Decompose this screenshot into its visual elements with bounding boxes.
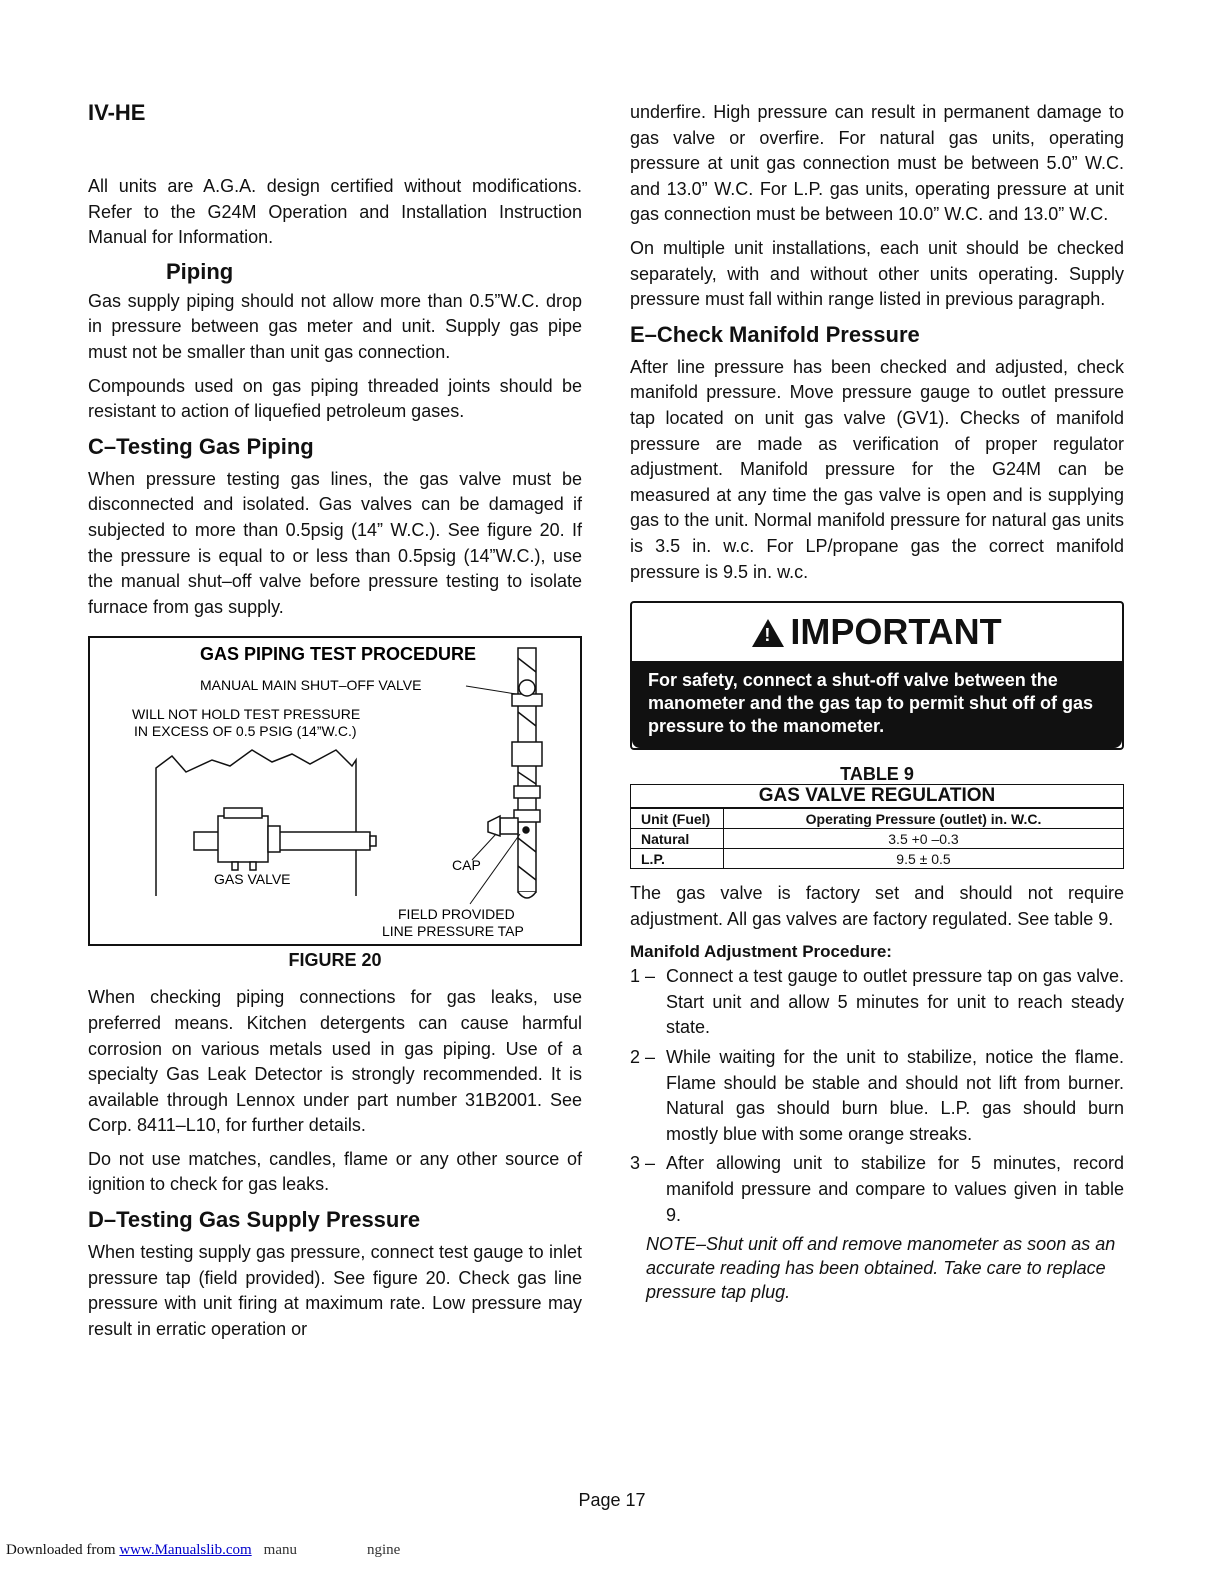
table-row <box>631 829 1124 849</box>
table-row <box>631 849 1124 869</box>
note: NOTE–Shut unit off and remove manometer as soon as an accurate reading has been obtained. Take care to replace pressure tap plug. <box>646 1234 1116 1303</box>
label-hold-pressure-2: IN EXCESS OF 0.5 PSIG (14”W.C.) <box>134 723 357 740</box>
procedure-heading: Manifold Adjustment Procedure: <box>630 942 892 962</box>
procedure-steps <box>630 964 1124 1228</box>
table-cell-unit: Natural <box>631 829 724 849</box>
page-number: Page 17 <box>578 1490 646 1510</box>
label-cap: CAP <box>452 857 481 874</box>
testing-gas-piping-paragraph-3: Do not use matches, candles, flame or any other source of ignition to check for gas leaks. <box>88 1148 582 1195</box>
intro-paragraph: All units are A.G.A. design certified without modifications. Refer to the G24M Operation and Installation Instruction Manual for Information. <box>88 176 582 248</box>
list-item: 1 – Connect a test gauge to outlet pressure tap on gas valve. Start unit and allow 5 minutes for unit to reach steady state. <box>630 966 1124 1038</box>
footer-prefix: Downloaded from <box>6 1542 120 1558</box>
left-column <box>88 100 582 1350</box>
right-column <box>630 100 1124 1304</box>
label-gas-valve: GAS VALVE <box>214 871 291 888</box>
piping-paragraph-2: Compounds used on gas piping threaded joints should be resistant to action of liquefied petroleum gases. <box>88 375 582 422</box>
supply-line <box>512 648 542 898</box>
testing-gas-piping-paragraph-1: When pressure testing gas lines, the gas valve must be disconnected and isolated. Gas valves can be damaged if subjected to more than 0.5psig (14” W.C.). See figure 20. If the pressure is equal to or less than 0.5psig (14”W.C.), use the manual shut–off valve before pressure testing to isolate furnace from gas supply. <box>88 468 582 617</box>
supply-pressure-paragraph-1: When testing supply gas pressure, connect test gauge to inlet pressure tap (field provided). See figure 20. Check gas line pressure with unit firing at maximum rate. Low pressure may result in erratic operation or <box>88 1242 582 1339</box>
list-item: 2 – While waiting for the unit to stabilize, notice the flame. Flame should be stable and should not lift from burner. Natural gas should burn blue. L.P. gas should burn mostly blue with some orange streaks. <box>630 1047 1124 1144</box>
piping-heading: Piping <box>166 258 234 284</box>
supply-pressure-heading: D–Testing Gas Supply Pressure <box>88 1207 421 1233</box>
manifold-pressure-paragraph: After line pressure has been checked and adjusted, check manifold pressure. Move pressure gauge to outlet pressure tap located on unit gas valve (GV1). Checks of manifold pressure are made as verification of proper regulator adjustment. Manifold pressure for the G24M can be measured at any time the gas valve is open and is supplying gas to the unit. Normal manifold pressure for natural gas units is 3.5 in. w.c. For LP/propane gas the correct manifold pressure is 9.5 in. w.c. <box>630 356 1124 582</box>
important-body: For safety, connect a shut-off valve between the manometer and the gas tap to permit shut off of gas pressure to the manometer. <box>632 661 1122 748</box>
warning-icon: ! <box>752 619 784 647</box>
gas-valve-regulation-table <box>630 784 1124 869</box>
label-tap-2: LINE PRESSURE TAP <box>382 923 524 940</box>
testing-gas-piping-paragraph-2: When checking piping connections for gas leaks, use preferred means. Kitchen detergents can cause harmful corrosion on various metals used in gas piping. Use of a specialty Gas Leak Detector is strongly recommended. It is available through Lennox under part number 31B2001. See Corp. 8411–L10, for further details. <box>88 987 582 1136</box>
testing-gas-piping-heading: C–Testing Gas Piping <box>88 433 314 459</box>
section-id: IV-HE <box>88 100 146 125</box>
gas-piping-diagram <box>90 638 580 944</box>
table-header-unit: Unit (Fuel) <box>631 808 724 829</box>
figure-caption: FIGURE 20 <box>288 950 382 971</box>
table-label: TABLE 9 <box>840 764 914 785</box>
label-manual-valve: MANUAL MAIN SHUT–OFF VALVE <box>200 677 422 694</box>
label-tap-1: FIELD PROVIDED <box>398 906 515 923</box>
footer-fragment-1: manu <box>263 1542 297 1558</box>
table-header-pressure: Operating Pressure (outlet) in. W.C. <box>724 808 1124 829</box>
footer-link[interactable]: www.Manualslib.com <box>119 1542 252 1558</box>
manifold-pressure-heading: E–Check Manifold Pressure <box>630 321 920 347</box>
important-title: IMPORTANT <box>790 611 1002 653</box>
label-hold-pressure-1: WILL NOT HOLD TEST PRESSURE <box>132 706 361 723</box>
table-cell-pressure: 3.5 +0 –0.3 <box>724 829 1124 849</box>
gas-valve-body <box>218 808 280 870</box>
figure-title: GAS PIPING TEST PROCEDURE <box>199 644 477 665</box>
important-header <box>632 603 1122 661</box>
table-cell-pressure: 9.5 ± 0.5 <box>724 849 1124 869</box>
supply-pressure-paragraph-2: On multiple unit installations, each unit should be checked separately, with and without other units operating. Supply pressure must fall within range listed in previous paragraph. <box>630 237 1124 310</box>
piping-paragraph-1: Gas supply piping should not allow more than 0.5”W.C. drop in pressure between gas meter and unit. Supply gas pipe must not be smaller than unit gas connection. <box>88 290 582 362</box>
supply-pressure-paragraph-1-continued: underfire. High pressure can result in permanent damage to gas valve or overfire. For natural gas units, operating pressure at unit gas connection must be between 5.0” W.C. and 13.0” W.C. For L.P. gas units, operating pressure at unit gas connection must be between 10.0” W.C. and 13.0” W.C. <box>630 102 1124 225</box>
gas-piping-figure <box>88 636 582 946</box>
download-footer <box>6 1542 400 1559</box>
after-table-paragraph: The gas valve is factory set and should not require adjustment. All gas valves are factory regulated. See table 9. <box>630 883 1124 929</box>
table-cell-unit: L.P. <box>631 849 724 869</box>
footer-fragment-2: ngine <box>366 1542 401 1558</box>
table-title: GAS VALVE REGULATION <box>631 785 1124 809</box>
important-notice <box>630 601 1124 750</box>
list-item: 3 – After allowing unit to stabilize for 5 minutes, record manifold pressure and compare to values given in table 9. <box>630 1153 1124 1225</box>
